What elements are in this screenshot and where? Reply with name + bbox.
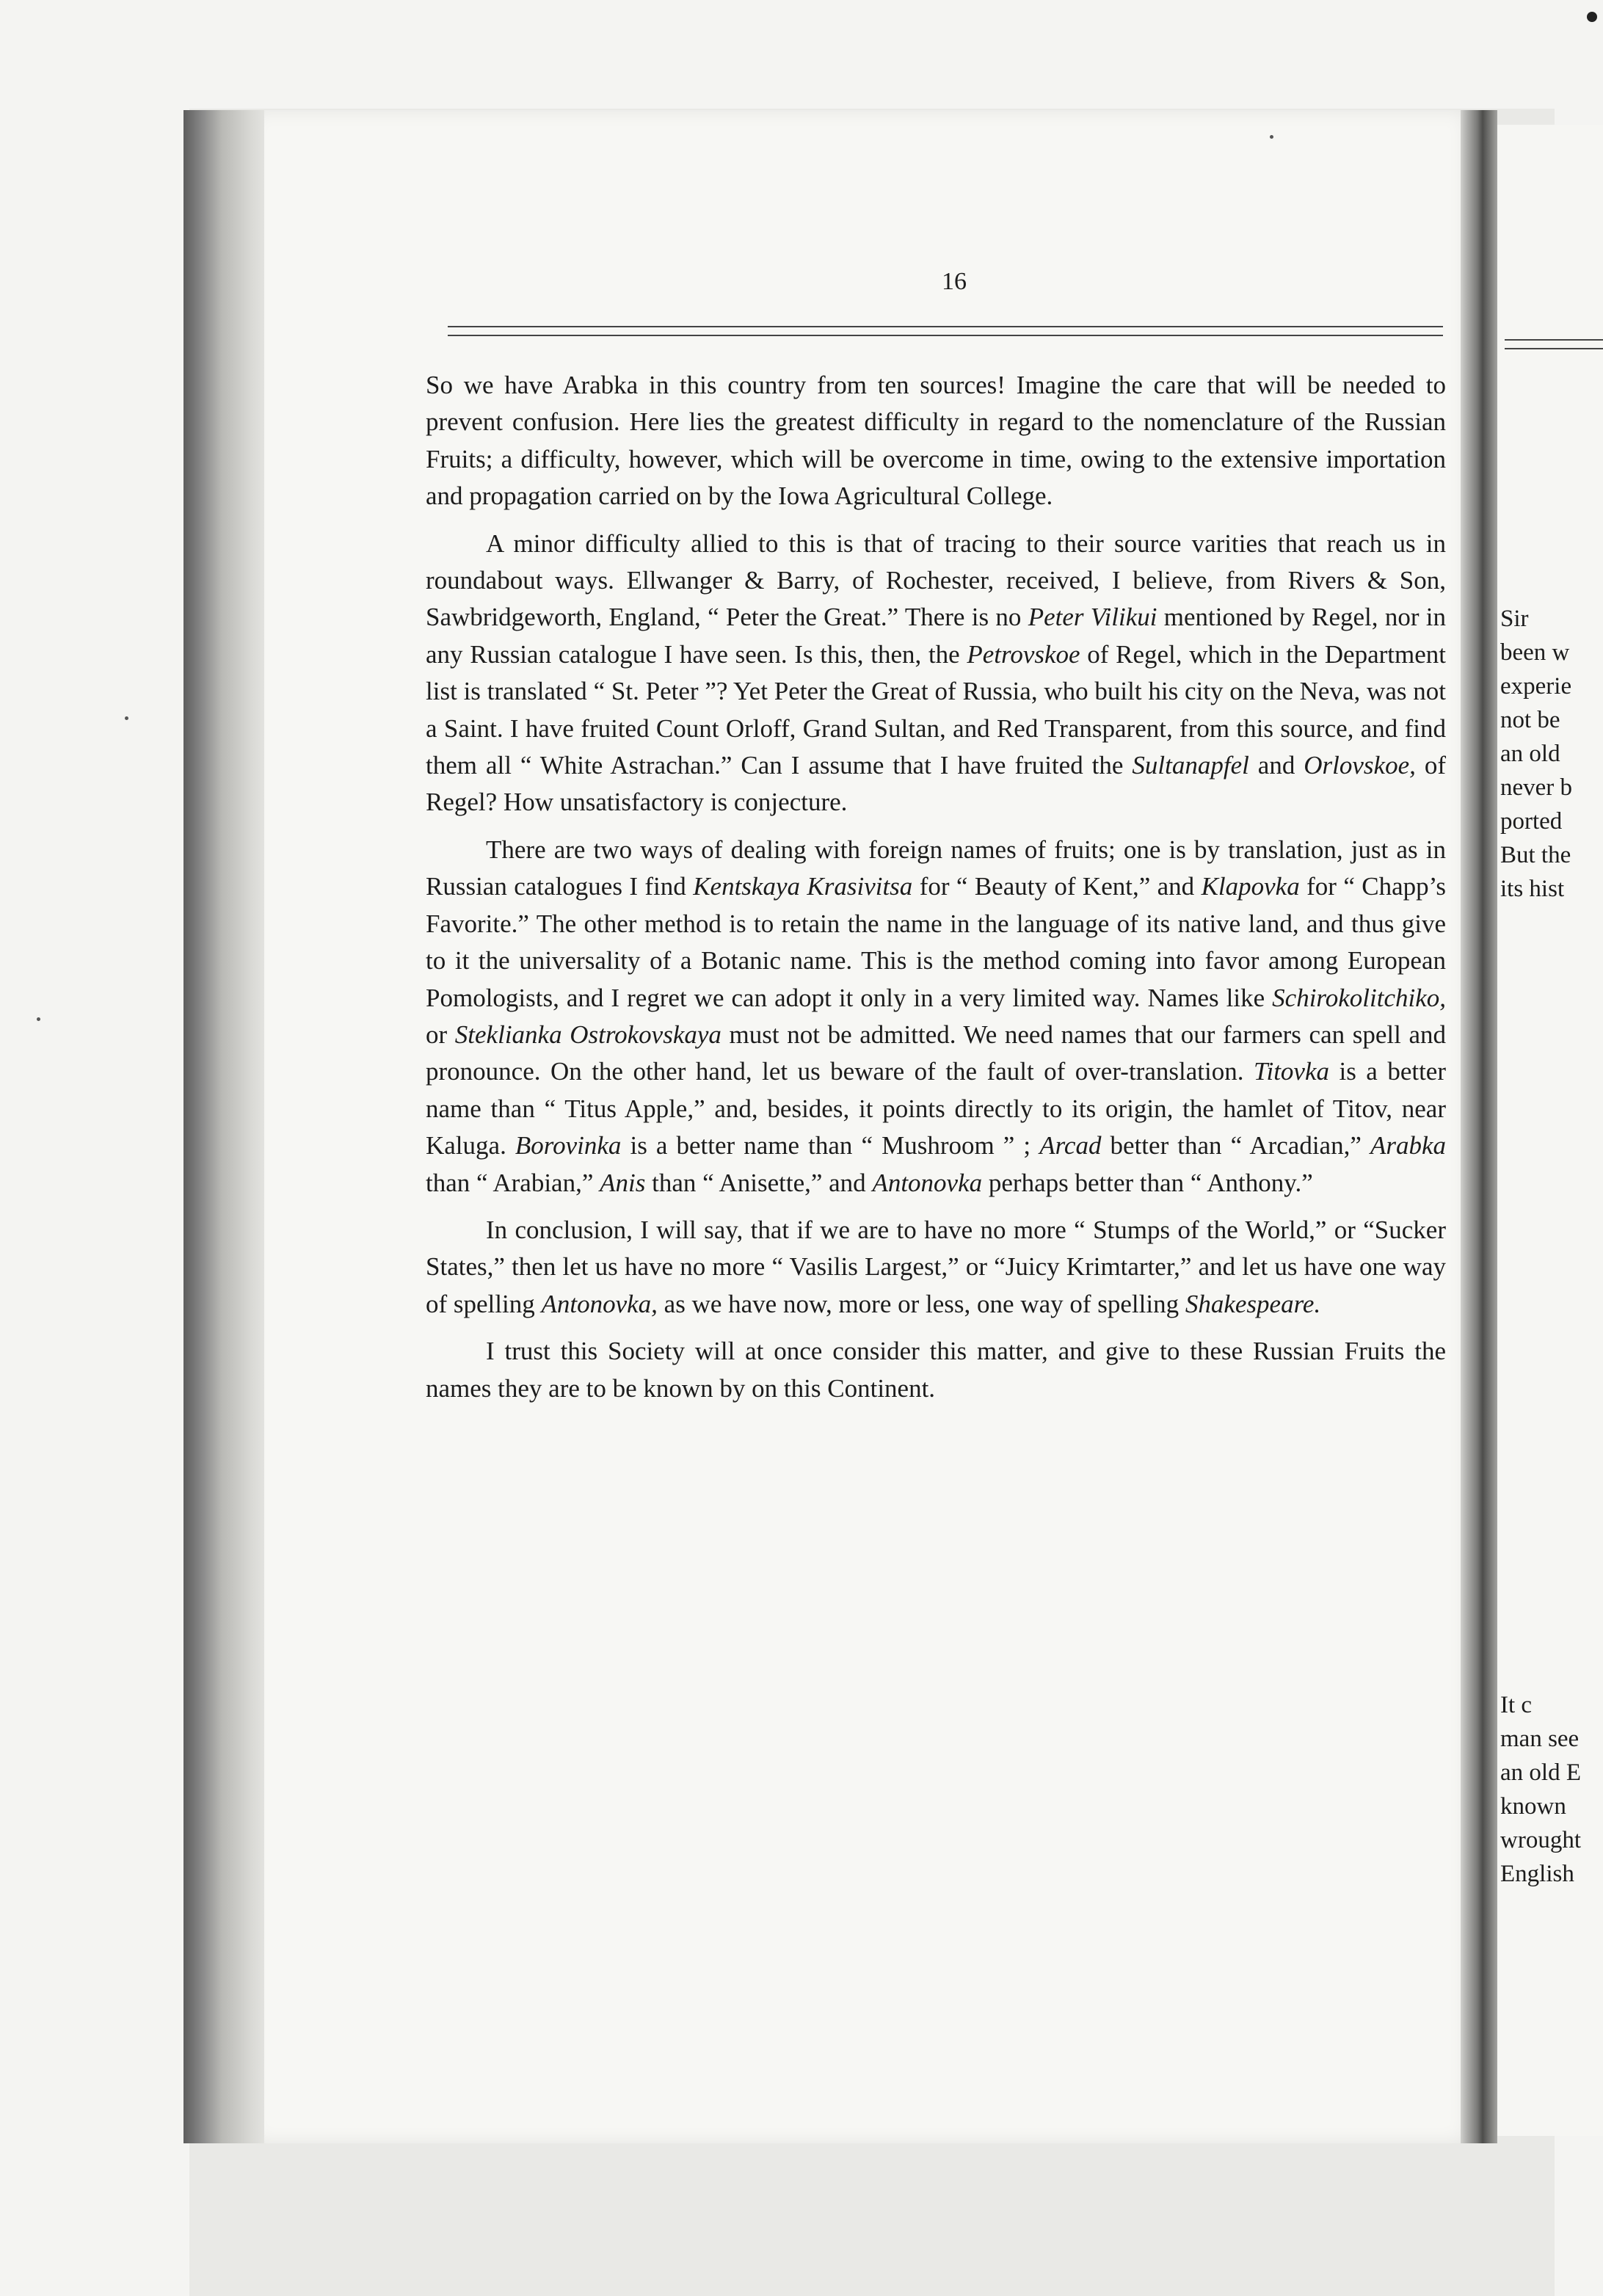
right-page-text-block-2 <box>1500 1688 1603 1891</box>
right-page-line: man see <box>1500 1726 1580 1752</box>
header-rule-bottom <box>448 335 1443 336</box>
text-run: mentioned by Regel, nor in any Russian catalogue I have seen. Is this, then, the <box>426 603 1446 669</box>
text-run: I trust this Society will at once consider this matter, and give to these Russian Fruits the names they are to be known by on this Continent. <box>426 1337 1446 1403</box>
right-page-line: Sir <box>1500 606 1529 632</box>
italic-term: Sultanapfel <box>1132 751 1249 780</box>
text-run: must not be admitted. We need names that our farmers can spell and pronounce. On the other hand, let us beware of the fault of over-translation. <box>426 1020 1446 1086</box>
right-page-line: not be <box>1500 707 1560 733</box>
italic-term: Petrovskoe <box>967 639 1080 669</box>
text-run: than “ Arabian,” <box>426 1168 600 1197</box>
right-page-text-block-1 <box>1500 602 1603 906</box>
speck <box>1270 135 1273 139</box>
text-run: for “ Beauty of Kent,” and <box>912 872 1202 901</box>
speck <box>37 1017 40 1021</box>
italic-term: Orlovskoe, <box>1304 751 1416 780</box>
page-number: 16 <box>942 268 967 295</box>
text-run: and <box>1248 751 1304 780</box>
italic-term: Shakespeare. <box>1185 1289 1321 1318</box>
italic-term: Arabka <box>1370 1131 1446 1160</box>
right-header-rule-top <box>1505 339 1603 341</box>
right-page-line: English <box>1500 1861 1574 1887</box>
right-page-line: an old <box>1500 741 1560 767</box>
italic-term: Schirokolitchiko, <box>1272 983 1446 1012</box>
text-run: perhaps better than “ Anthony.” <box>982 1168 1313 1197</box>
italic-term: Antonovka <box>872 1168 983 1197</box>
right-page-line: experie <box>1500 673 1572 700</box>
italic-term: Kentskaya Krasivitsa <box>693 872 913 901</box>
italic-term: Borovinka <box>515 1131 622 1160</box>
italic-term: Anis <box>600 1168 646 1197</box>
text-run: is a better name than “ Mushroom ” ; <box>621 1131 1040 1160</box>
right-page-line: But the <box>1500 842 1571 868</box>
italic-term: Titovka <box>1253 1057 1329 1086</box>
paragraph <box>426 1212 1446 1323</box>
right-page-line: never b <box>1500 774 1573 801</box>
book-gutter <box>1461 110 1497 2143</box>
right-page-line: It c <box>1500 1692 1533 1718</box>
header-rule-top <box>448 326 1443 327</box>
text-run: So we have Arabka in this country from ten sources! Imagine the care that will be needed to prevent confusion. Here lies the greatest difficulty in regard to the nomenclature of the Russian Fruits; a difficulty, however, which will be overcome in time, owing to the extensive importation and propagation carried on by the Iowa Agricultural College. <box>426 371 1446 511</box>
paragraph <box>426 367 1446 515</box>
italic-term: Arcad <box>1039 1131 1102 1160</box>
right-page-line: an old E <box>1500 1759 1581 1786</box>
right-page-line: wrought <box>1500 1827 1581 1853</box>
paragraph <box>426 1333 1446 1407</box>
text-run: better than “ Arcadian,” <box>1101 1131 1370 1160</box>
right-page-line: known <box>1500 1793 1566 1820</box>
paragraph <box>426 832 1446 1202</box>
italic-term: Steklianka Ostrokovskaya <box>454 1020 721 1049</box>
speck <box>1587 12 1597 22</box>
italic-term: Antonovka, <box>541 1289 658 1318</box>
text-run: for “ Chapp’s Favorite.” The other method is to retain the name in the language of its native land, and thus give to it the universality of a Botanic name. This is the method coming into favor among European Pomologists, and I regret we can adopt it only in a very limited way. Names like <box>426 872 1446 1012</box>
paragraph <box>426 526 1446 821</box>
right-page-line: been w <box>1500 639 1570 666</box>
right-page-line: its hist <box>1500 876 1565 902</box>
right-page-line: ported <box>1500 808 1563 835</box>
text-run: than “ Anisette,” and <box>645 1168 873 1197</box>
text-run: is a better name than “ Titus Apple,” and, besides, it points directly to its origin, the hamlet of Titov, near Kaluga. <box>426 1057 1446 1160</box>
italic-term: Peter Vilikui <box>1028 603 1157 632</box>
speck <box>125 716 128 720</box>
italic-term: Klapovka <box>1201 872 1300 901</box>
text-run: or <box>426 1020 455 1049</box>
text-run: In conclusion, I will say, that if we are to have no more “ Stumps of the World,” or “Sucker States,” then let us have no more “ Vasilis Largest,” or “Juicy Krimtarter,” and let us have one way of spelling <box>426 1215 1446 1318</box>
body-text <box>426 367 1446 1417</box>
text-run: as we have now, more or less, one way of spelling <box>657 1289 1185 1318</box>
text-run: A minor difficulty allied to this is that of tracing to their source varities that reach us in roundabout ways. Ellwanger & Barry, of Rochester, received, I believe, from Rivers & Son, Sawbridgeworth, England, “ Peter the Great.” There is no <box>426 528 1446 632</box>
right-header-rule-bottom <box>1505 348 1603 349</box>
text-run: of Regel? How unsatisfactory is conjecture. <box>426 751 1447 817</box>
text-run: of Regel, which in the Department list is translated “ St. Peter ”? Yet Peter the Great of Russia, who built his city on the Neva, was not a Saint. I have fruited Count Orloff, Grand Sultan, and Red Transparent, from this source, and find them all “ White Astrachan.” Can I assume that I have fruited the <box>426 639 1446 780</box>
text-run: There are two ways of dealing with foreign names of fruits; one is by translation, just as in Russian catalogues I find <box>426 835 1446 901</box>
